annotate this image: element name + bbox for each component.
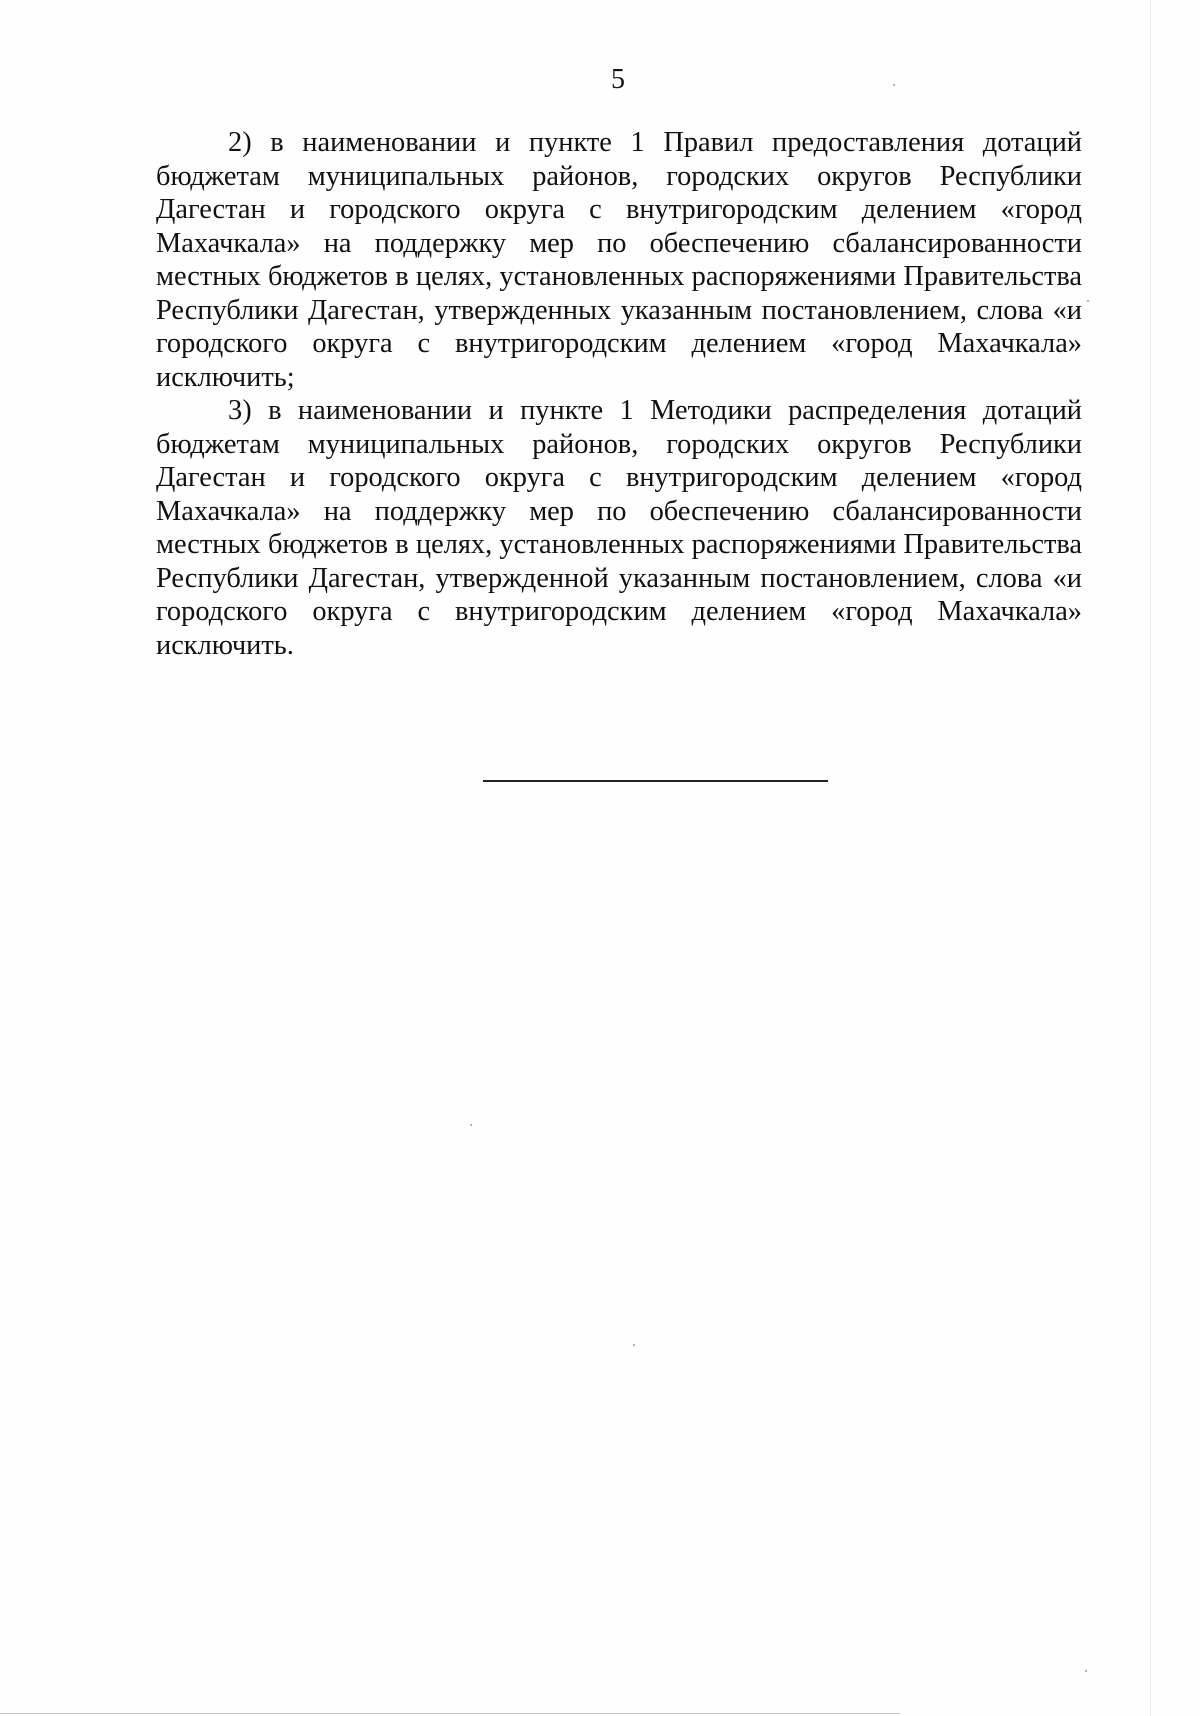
scan-speck — [633, 1344, 635, 1346]
paragraph-item-2: 2) в наименовании и пункте 1 Правил предоставления дотаций бюджетам муниципальных районов, городских округов Республики Дагестан и городского округа с внутригородским делением «город Махачкала» на поддержку мер по обеспечению сбалансированности местных бюджетов в целях, установленных распоряжениями Правительства Республики Дагестан, утвержденных указанным постановлением, слова «и городского округа с внутригородским делением «город Махачкала» исключить; — [156, 127, 1082, 393]
paragraph-item-3: 3) в наименовании и пункте 1 Методики распределения дотаций бюджетам муниципальных районов, городских округов Республики Дагестан и городского округа с внутригородским делением «город Махачкала» на поддержку мер по обеспечению сбалансированности местных бюджетов в целях, установленных распоряжениями Правительства Республики Дагестан, утвержденной указанным постановлением, слова «и городского округа с внутригородским делением «город Махачкала» исключить. — [156, 395, 1082, 661]
document-body — [156, 126, 1082, 662]
scan-speck — [1085, 1670, 1087, 1672]
page-number: 5 — [611, 64, 625, 95]
scan-right-edge — [1150, 0, 1151, 1716]
end-divider-line — [483, 780, 828, 782]
scan-speck — [1087, 300, 1089, 302]
scan-speck — [470, 1124, 472, 1126]
scan-bottom-edge — [0, 1713, 900, 1714]
scan-speck — [893, 84, 895, 86]
